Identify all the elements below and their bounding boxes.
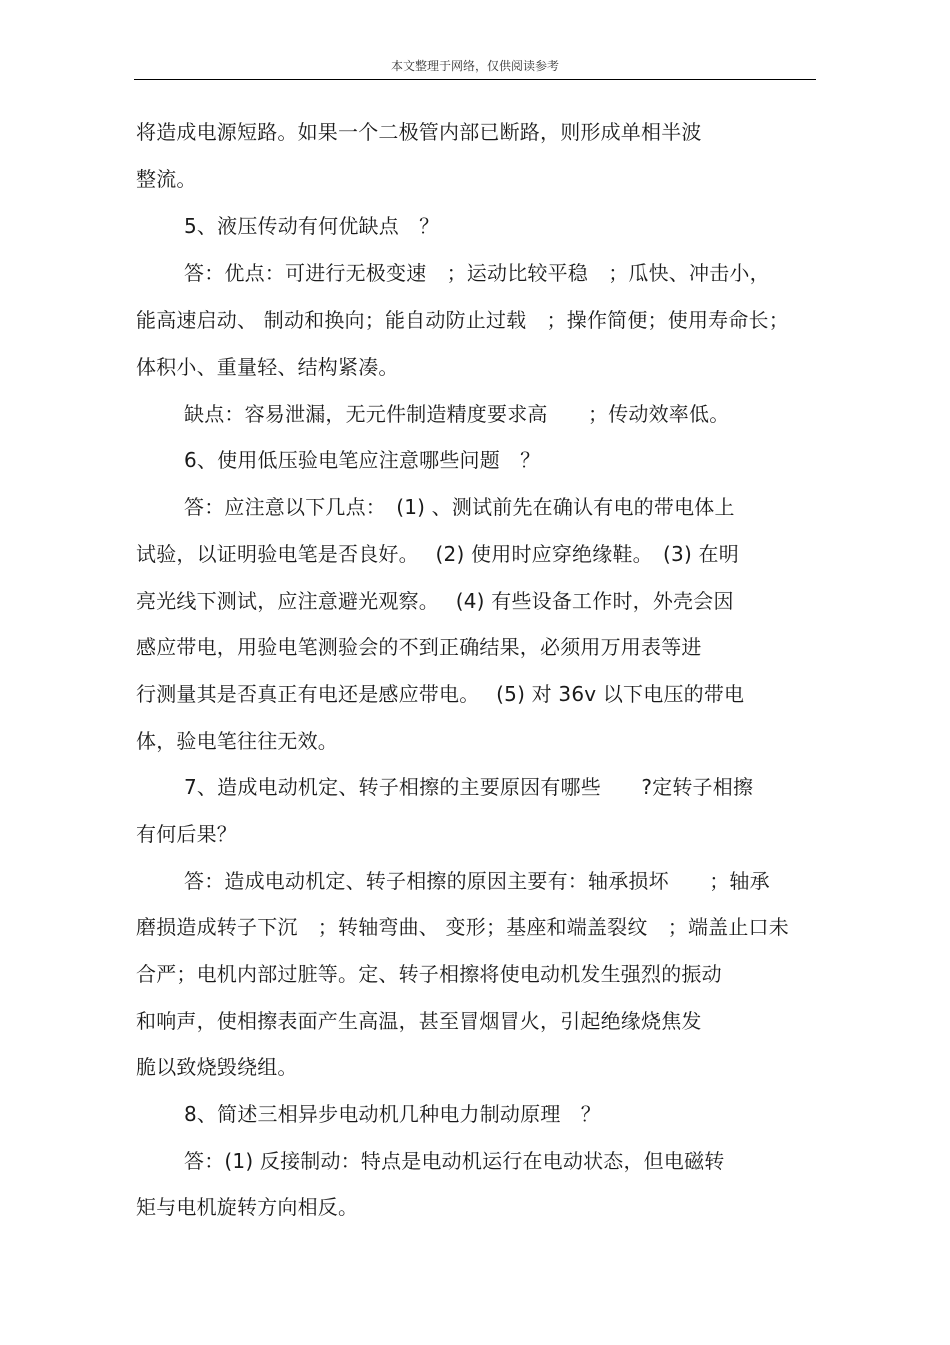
body-line: 亮光线下测试，应注意避光观察。 (4) 有些设备工作时，外壳会因	[136, 589, 734, 613]
body-line: 感应带电，用验电笔测验会的不到正确结果，必须用万用表等进	[136, 635, 702, 659]
answer-line: 答：优点：可进行无极变速 ；运动比较平稳 ；瓜快、冲击小，	[184, 261, 770, 285]
header-divider	[134, 79, 816, 80]
body-line: 和响声，使相擦表面产生高温，甚至冒烟冒火，引起绝缘烧焦发	[136, 1009, 702, 1033]
page-header: 本文整理于网络，仅供阅读参考	[390, 59, 559, 73]
body-line: 行测量其是否真正有电还是感应带电。 (5) 对 36v 以下电压的带电	[136, 682, 745, 706]
answer-line: 答：造成电动机定、转子相擦的原因主要有：轴承损坏 ；轴承	[184, 869, 770, 893]
question-heading: 8、简述三相异步电动机几种电力制动原理 ？	[184, 1102, 601, 1126]
body-line: 体，验电笔往往无效。	[136, 729, 338, 753]
body-line: 整流。	[136, 167, 197, 191]
question-heading: 6、使用低压验电笔应注意哪些问题 ？	[184, 448, 541, 472]
question-heading: 7、造成电动机定、转子相擦的主要原因有哪些 ?定转子相擦	[184, 775, 754, 799]
body-line: 试验，以证明验电笔是否良好。 (2) 使用时应穿绝缘鞋。 (3) 在明	[136, 542, 739, 566]
body-line: 将造成电源短路。如果一个二极管内部已断路，则形成单相半波	[136, 120, 702, 144]
answer-line: 答：(1) 反接制动：特点是电动机运行在电动状态，但电磁转	[184, 1149, 725, 1173]
body-line: 磨损造成转子下沉 ；转轴弯曲、 变形；基座和端盖裂纹 ；端盖止口未	[136, 915, 789, 939]
body-line: 体积小、重量轻、结构紧凑。	[136, 355, 399, 379]
body-line: 脆以致烧毁绕组。	[136, 1055, 298, 1079]
question-heading: 5、液压传动有何优缺点 ？	[184, 214, 440, 238]
body-line: 有何后果？	[136, 822, 237, 846]
body-line: 缺点：容易泄漏，无元件制造精度要求高 ；传动效率低。	[184, 402, 730, 426]
answer-line: 答：应注意以下几点： (1) 、测试前先在确认有电的带电体上	[184, 495, 735, 519]
body-line: 能高速启动、 制动和换向；能自动防止过载 ；操作简便；使用寿命长；	[136, 308, 789, 332]
body-line: 矩与电机旋转方向相反。	[136, 1195, 359, 1219]
body-line: 合严；电机内部过脏等。定、转子相擦将使电动机发生强烈的振动	[136, 962, 722, 986]
